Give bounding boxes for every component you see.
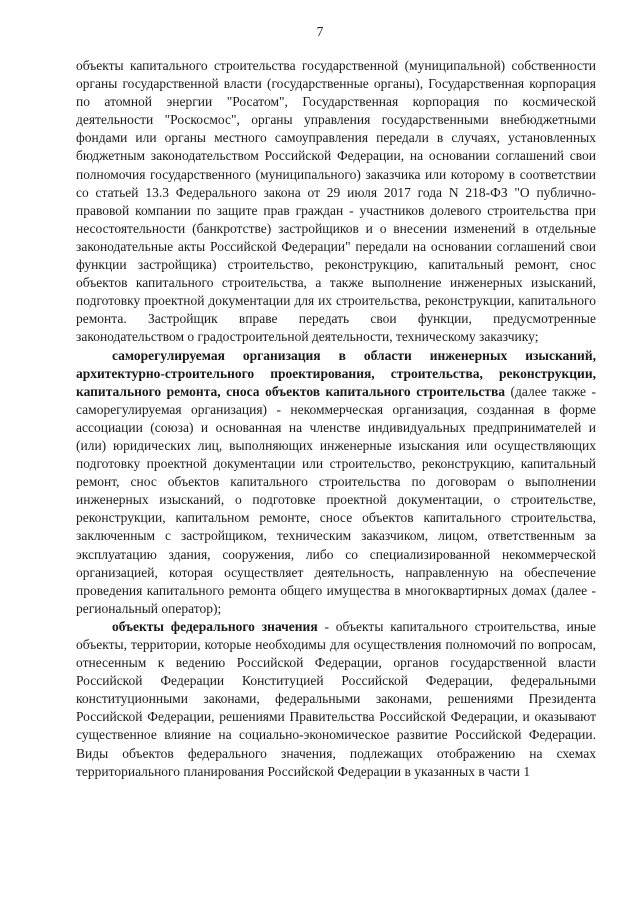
paragraph-sro-definition	[76, 347, 596, 618]
paragraph-federal-objects-definition	[76, 618, 596, 781]
page-number: 7	[316, 24, 324, 39]
document-body	[76, 57, 596, 781]
defined-term: саморегулируемая организация в области инженерных изысканий, архитектурно-строительного проектирования, строительства, реконструкции, капитального ремонта, сноса объектов капитального строительства	[76, 347, 596, 399]
paragraph-text: (далее также - саморегулируемая организация) - некоммерческая организация, созданная в форме ассоциации (союза) и основанная на членстве индивидуальных предпринимателей и (или) юридических лиц, выполняющих инженерные изыскания или осуществляющих подготовку проектной документации или строительство, реконструкцию, капитальный ремонт, снос объектов капитального строительства по договорам о выполнении инженерных изысканий, о подготовке проектной документации, о строительстве, реконструкции, капитальном ремонте, сносе объектов капитального строительства, заключенным с застройщиком, техническим заказчиком, лицом, ответственным за эксплуатацию здания, сооружения, либо со специализированной некоммерческой организацией, которая осуществляет деятельность, направленную на обеспечение проведения капитального ремонта общего имущества в многоквартирных домах (далее - региональный оператор);	[76, 383, 596, 616]
paragraph-continuation	[76, 57, 596, 347]
defined-term: объекты федерального значения	[112, 618, 318, 634]
paragraph-text: - объекты капитального строительства, иные объекты, территории, которые необходимы для осуществления полномочий по вопросам, отнесенным к ведению Российской Федерации, органов государственной власти Российской Федерации Конституцией Российской Федерации, федеральными конституционными законами, федеральными законами, решениями Президента Российской Федерации, решениями Правительства Российской Федерации, и оказывают существенное влияние на социально-экономическое развитие Российской Федерации. Виды объектов федерального значения, подлежащих отображению на схемах территориального планирования Российской Федерации в указанных в части 1	[76, 618, 596, 779]
paragraph-text: объекты капитального строительства государственной (муниципальной) собственности органы государственной власти (государственные органы), Государственная корпорация по атомной энергии "Росатом", Государственная корпорация по космической деятельности "Роскосмос", органы управления государственными внебюджетными фондами или органы местного самоуправления передали в случаях, установленных бюджетным законодательством Российской Федерации, на основании соглашений свои полномочия государственного (муниципального) заказчика или которому в соответствии со статьей 13.3 Федерального закона от 29 июля 2017 года N 218-ФЗ "О публично-правовой компании по защите прав граждан - участников долевого строительства при несостоятельности (банкротстве) застройщиков и о внесении изменений в отдельные законодательные акты Российской Федерации" передали на основании соглашений свои функции застройщика) строительство, реконструкцию, капитальный ремонт, снос объектов капитального строительства, а также выполнение инженерных изысканий, подготовку проектной документации для их строительства, реконструкции, капитального ремонта. Застройщик вправе передать свои функции, предусмотренные законодательством о градостроительной деятельности, техническому заказчику;	[76, 58, 596, 345]
